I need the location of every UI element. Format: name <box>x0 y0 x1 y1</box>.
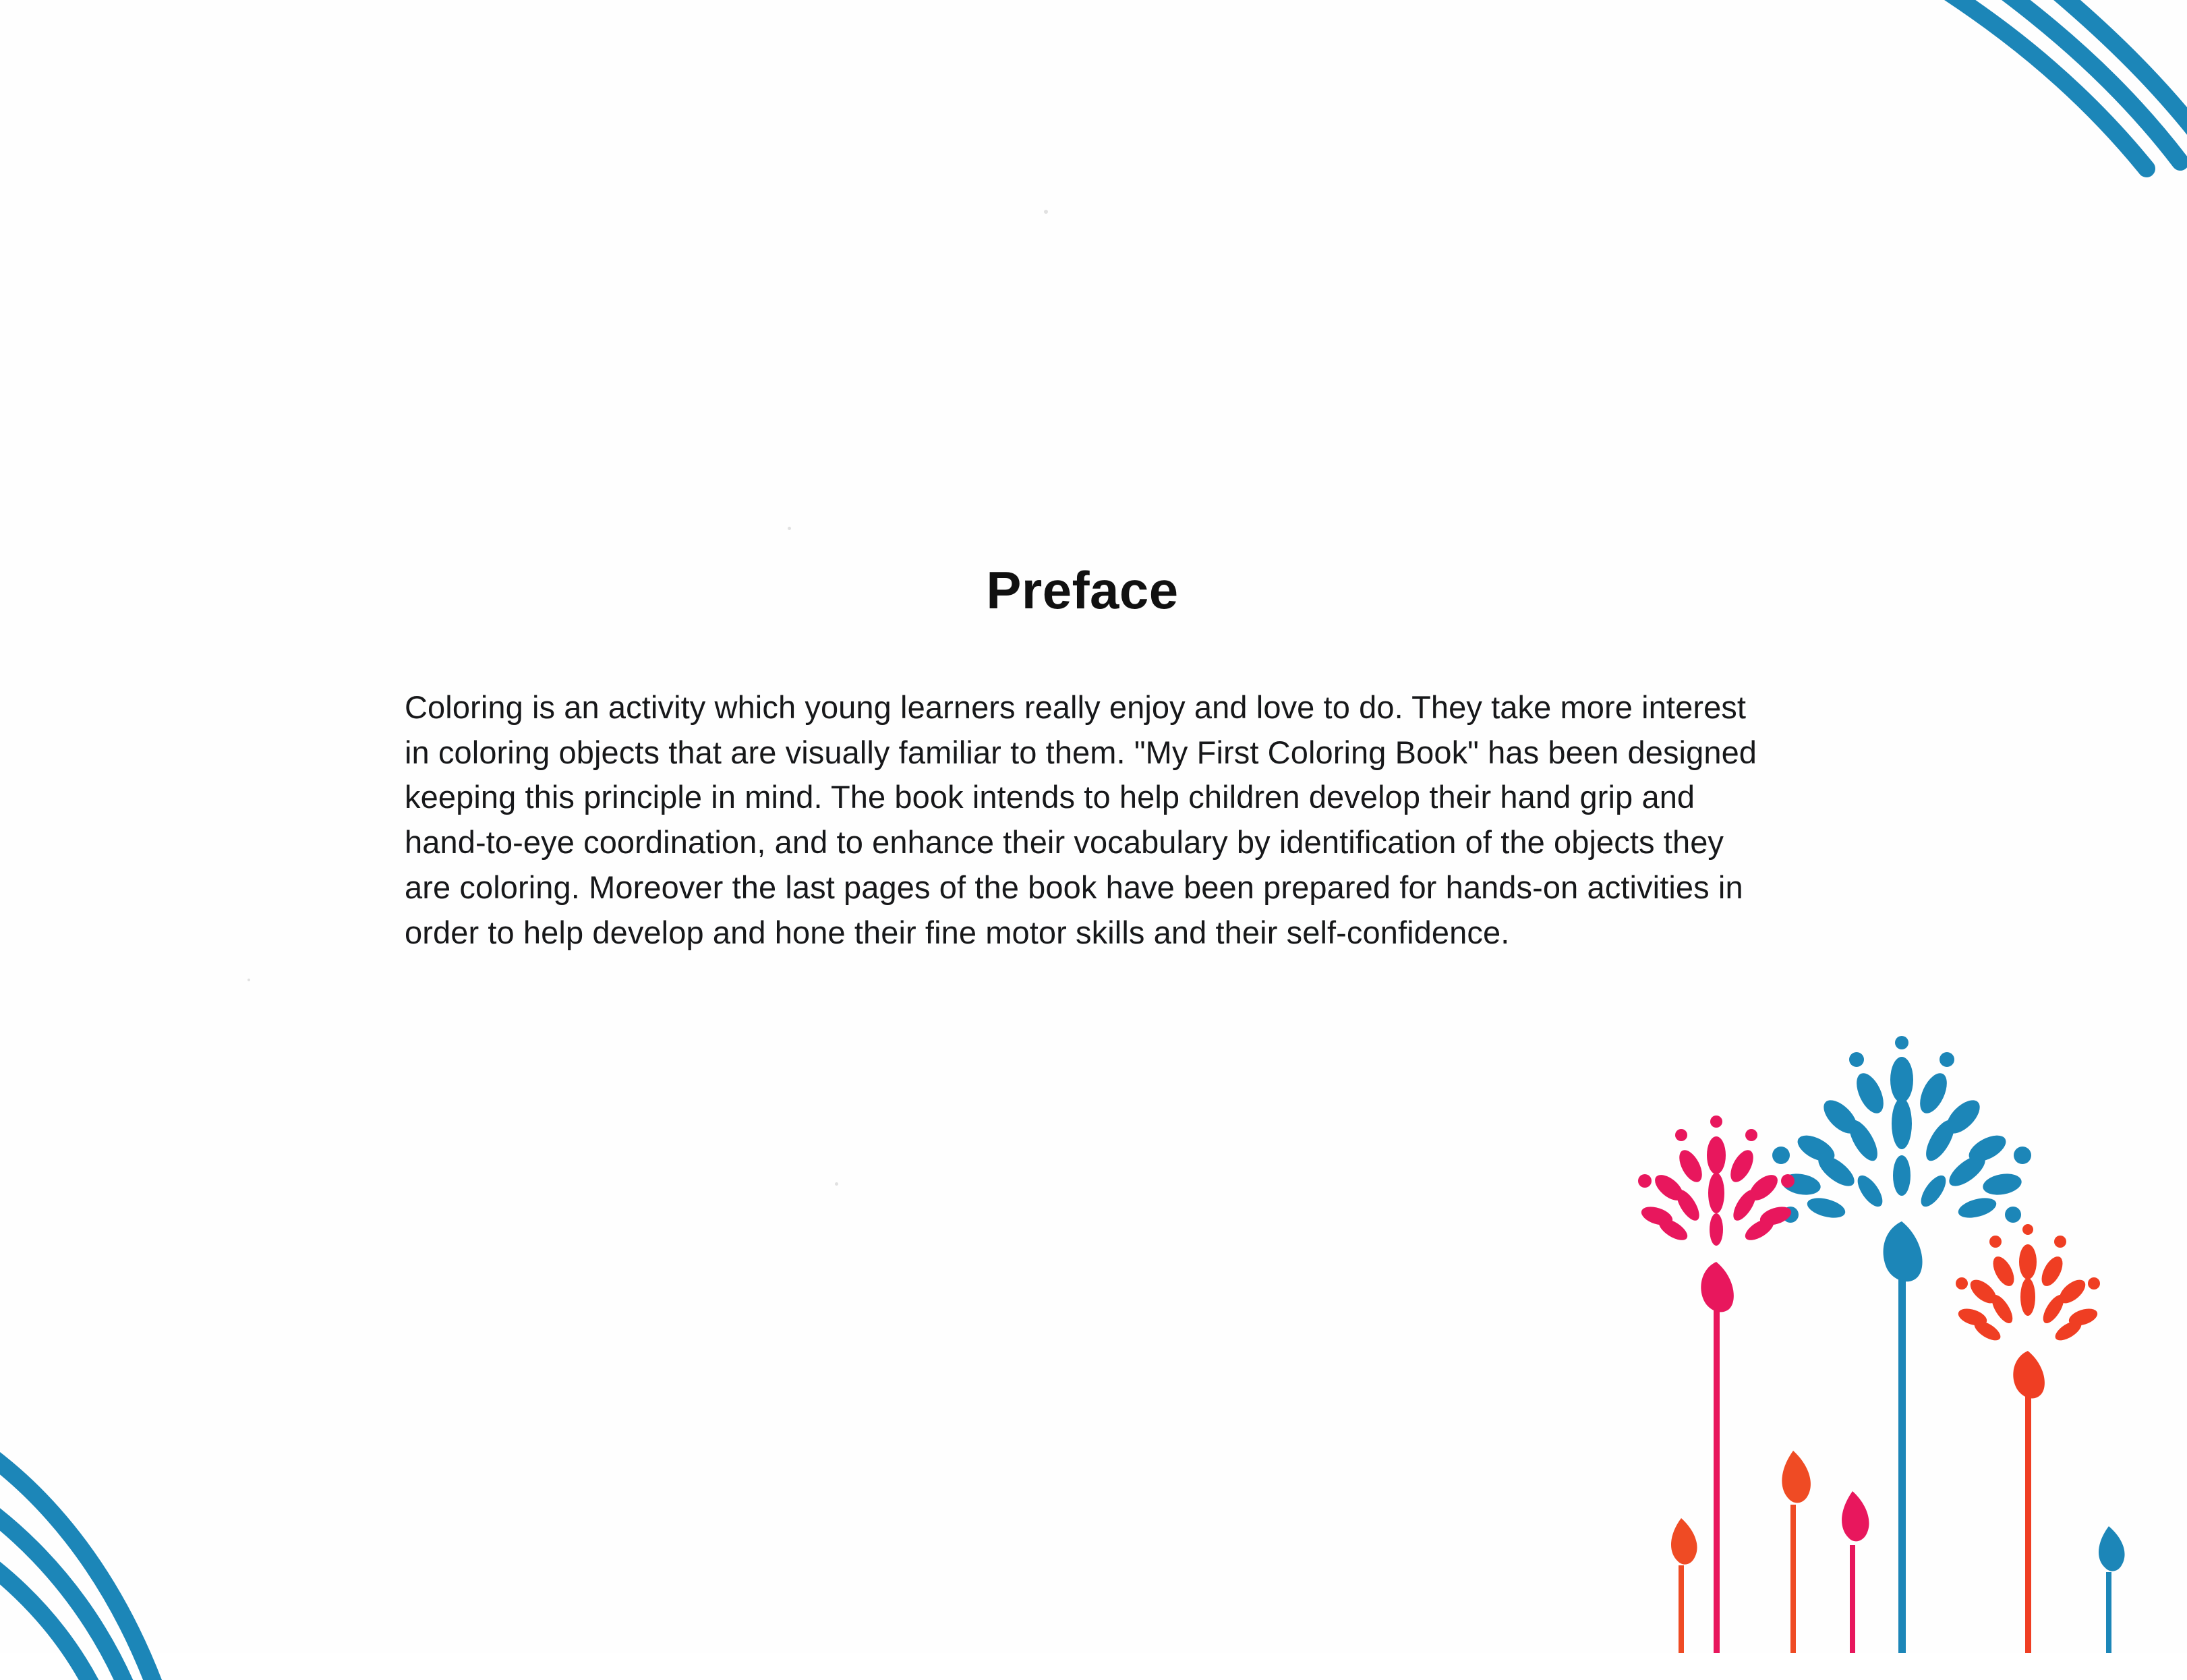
scan-speck <box>788 527 791 530</box>
flower-plants-icon <box>1634 979 2187 1653</box>
scan-speck <box>1044 210 1048 214</box>
preface-paragraph: Coloring is an activity which young learners really enjoy and love to do. They take more interest in coloring objects that are visually familiar to them. "My First Coloring Book" has been designed keeping this principle in mind. The book intends to help children develop their hand grip and hand-to-eye coordination, and to enhance their vocabulary by identification of the objects they are coloring. Moreover the last pages of the book have been prepared for hands-on activities in order to help develop and hone their fine motor skills and their self-confidence. <box>405 689 1757 950</box>
corner-arc-bottom-left-icon <box>0 1370 256 1680</box>
page-title: Preface <box>986 560 1179 620</box>
scan-speck <box>247 979 250 981</box>
corner-arc-top-right-icon <box>1830 0 2187 256</box>
scan-speck <box>835 1182 838 1186</box>
preface-section <box>405 560 1760 955</box>
